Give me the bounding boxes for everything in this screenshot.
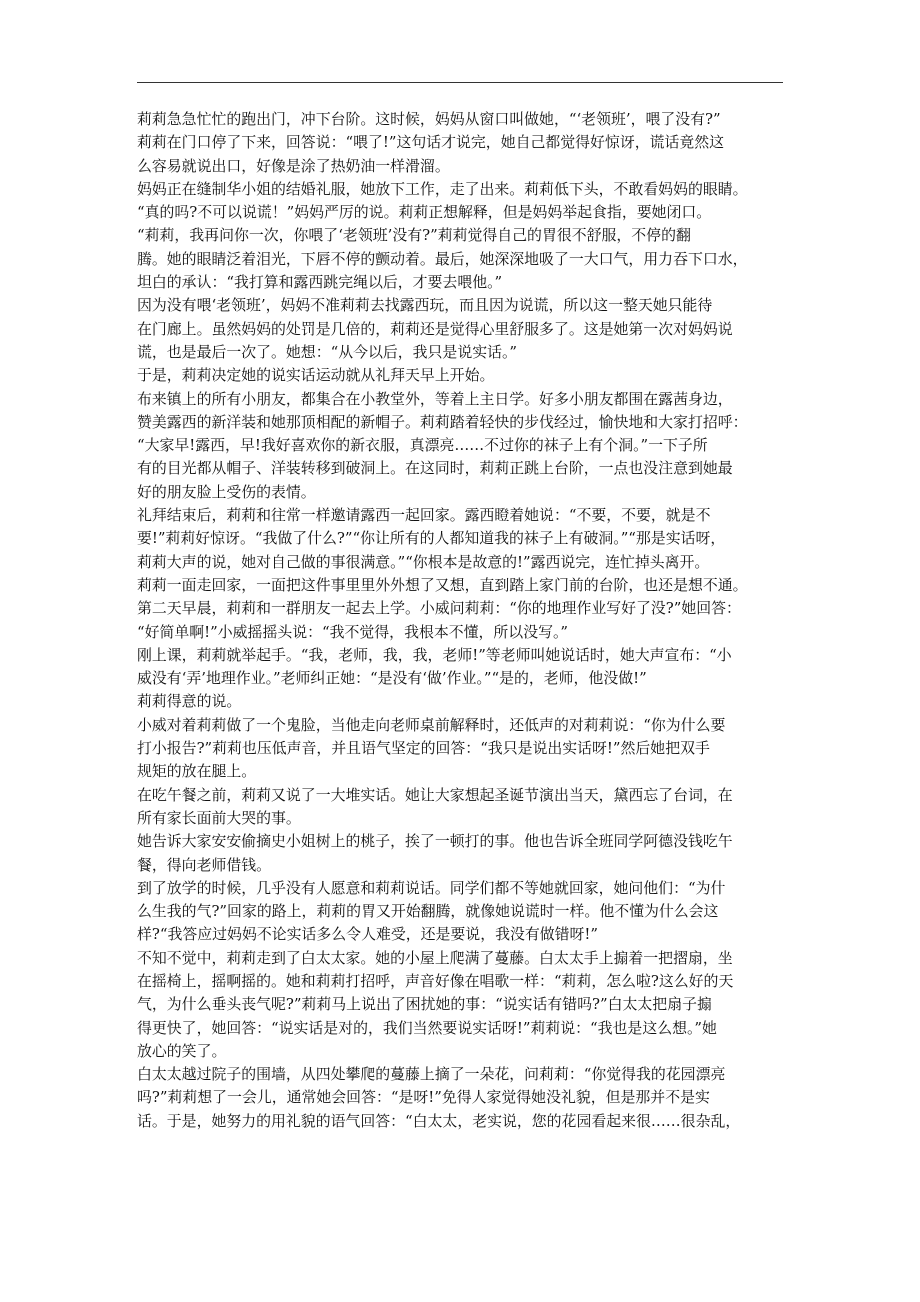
text-line: 放心的笑了。: [137, 1041, 227, 1060]
text-line: 么生我的气?”回家的路上，莉莉的胃又开始翻腾，就像她说谎时一样。他不懂为什么会这: [137, 902, 719, 921]
text-line: 她告诉大家安安偷摘史小姐树上的桃子，挨了一顿打的事。他也告诉全班同学阿德没钱吃午: [137, 832, 733, 851]
text-line: 要!”莉莉好惊讶。“我做了什么?”“你让所有的人都知道我的袜子上有破洞。”“那是实话呀，: [137, 529, 726, 548]
text-line: 得更快了，她回答：“说实话是对的，我们当然要说实话呀!”莉莉说：“我也是这么想。”她: [137, 1018, 717, 1037]
text-line: 到了放学的时候，几乎没有人愿意和莉莉说话。同学们都不等她就回家，她问他们：“为什: [137, 878, 726, 897]
text-line: “大家早!露西，早!我好喜欢你的新衣服，真漂亮……不过你的袜子上有个洞。”一下子所: [137, 436, 708, 455]
text-line: 坦白的承认：“我打算和露西跳完绳以后，才要去喂他。”: [137, 273, 503, 292]
text-line: 白太太越过院子的围墙，从四处攀爬的蔓藤上摘了一朵花，问莉莉：“你觉得我的花园漂亮: [137, 1065, 726, 1084]
text-line: 妈妈正在缝制华小姐的结婚礼服，她放下工作，走了出来。莉莉低下头，不敢看妈妈的眼睛。: [137, 179, 748, 198]
text-line: 因为没有喂‘老领班’，妈妈不准莉莉去找露西玩，而且因为说谎，所以这一整天她只能待: [137, 296, 713, 315]
text-line: 餐，得向老师借钱。: [137, 855, 272, 874]
text-line: 布来镇上的所有小朋友，都集合在小教堂外，等着上主日学。好多小朋友都围在露茜身边，: [137, 389, 733, 408]
text-line: 气，为什么垂头丧气呢?”莉莉马上说出了困扰她的事：“说实话有错吗?”白太太把扇子搧: [137, 995, 712, 1014]
text-line: 规矩的放在腿上。: [137, 762, 257, 781]
text-line: 莉莉一面走回家，一面把这件事里里外外想了又想，直到踏上家门前的台阶，也还是想不通。: [137, 575, 748, 594]
text-line: 小威对着莉莉做了一个鬼脸，当他走向老师桌前解释时，还低声的对莉莉说：“你为什么要: [137, 715, 726, 734]
text-line: 不知不觉中，莉莉走到了白太太家。她的小屋上爬满了蔓藤。白太太手上搧着一把摺扇，坐: [137, 948, 733, 967]
text-line: 赞美露西的新洋装和她那顶相配的新帽子。莉莉踏着轻快的步伐经过，愉快地和大家打招呼：: [137, 412, 748, 431]
text-line: 莉莉在门口停了下来，回答说：“喂了!”这句话才说完，她自己都觉得好惊讶，谎话竟然这: [137, 133, 725, 152]
text-line: 么容易就说出口，好像是涂了热奶油一样滑溜。: [137, 156, 450, 175]
text-line: 在吃午餐之前，莉莉又说了一大堆实话。她让大家想起圣诞节演出当天，黛西忘了台词，在: [137, 785, 733, 804]
text-line: 打小报告?”莉莉也压低声音，并且语气坚定的回答：“我只是说出实话呀!”然后她把双手: [137, 739, 710, 758]
text-line: 在摇椅上，摇啊摇的。她和莉莉打招呼，声音好像在唱歌一样：“莉莉，怎么啦?这么好的天: [137, 971, 734, 990]
text-line: “真的吗?不可以说谎！”妈妈严厉的说。莉莉正想解释，但是妈妈举起食指，要她闭口。: [137, 203, 712, 222]
text-line: 样?“我答应过妈妈不论实话多么令人难受，还是要说，我没有做错呀!”: [137, 925, 599, 944]
text-line: 腾。她的眼睛泛着泪光，下唇不停的颤动着。最后，她深深地吸了一大口气，用力吞下口水，: [137, 249, 748, 268]
text-line: 在门廊上。虽然妈妈的处罚是几倍的，莉莉还是觉得心里舒服多了。这是她第一次对妈妈说: [137, 319, 733, 338]
text-line: 谎，也是最后一次了。她想：“从今以后，我只是说实话。”: [137, 342, 518, 361]
text-line: 第二天早晨，莉莉和一群朋友一起去上学。小威问莉莉：“你的地理作业写好了没?”她回答：: [137, 599, 741, 618]
text-line: 莉莉得意的说。: [137, 692, 242, 711]
text-line: 威没有‘弄’地理作业。”老师纠正她：“是没有‘做’作业。”“是的，老师，他没做!”: [137, 669, 647, 688]
text-line: 于是，莉莉决定她的说实话运动就从礼拜天早上开始。: [137, 366, 495, 385]
text-line: 礼拜结束后，莉莉和往常一样邀请露西一起回家。露西瞪着她说：“不要，不要，就是不: [137, 506, 711, 525]
text-line: “好简单啊!”小威摇摇头说：“我不觉得，我根本不懂，所以没写。”: [137, 622, 569, 641]
text-line: 莉莉大声的说，她对自己做的事很满意。”“你根本是故意的!”露西说完，连忙掉头离开。: [137, 552, 710, 571]
text-line: 话。于是，她努力的用礼貌的语气回答：“白太太，老实说，您的花园看起来很……很杂乱，: [137, 1111, 741, 1130]
text-line: 好的朋友脸上受伤的表情。: [137, 482, 316, 501]
text-line: “莉莉，我再问你一次，你喂了‘老领班’没有?”莉莉觉得自己的胃很不舒服，不停的翻: [137, 226, 691, 245]
text-line: 刚上课，莉莉就举起手。“我，老师，我，我，老师!”等老师叫她说话时，她大声宣布：“小: [137, 645, 732, 664]
text-line: 有的目光都从帽子、洋装转移到破洞上。在这同时，莉莉正跳上台阶，一点也没注意到她最: [137, 459, 733, 478]
text-line: 所有家长面前大哭的事。: [137, 808, 301, 827]
header-rule: [137, 82, 783, 83]
body-text: [137, 108, 797, 1133]
text-line: 莉莉急急忙忙的跑出门，冲下台阶。这时候，妈妈从窗口叫做她，“‘老领班’，喂了没有?”: [137, 110, 721, 128]
text-line: 吗?”莉莉想了一会儿，通常她会回答：“是呀!”免得人家觉得她没礼貌，但是那并不是实: [137, 1088, 710, 1107]
